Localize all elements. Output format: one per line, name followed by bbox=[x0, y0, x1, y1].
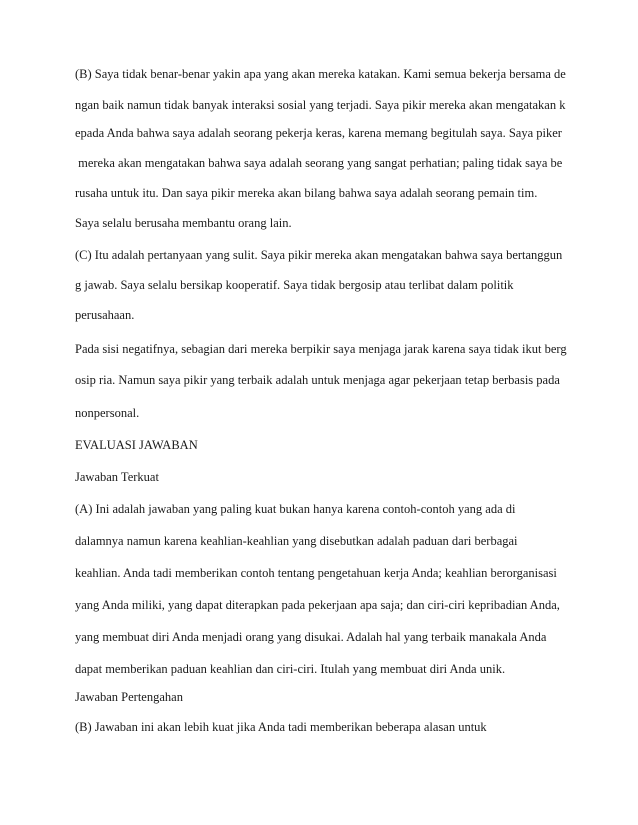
text-line: (A) Ini adalah jawaban yang paling kuat bukan hanya karena contoh-contoh yang ada di bbox=[75, 502, 516, 516]
text-line: ngan baik namun tidak banyak interaksi sosial yang terjadi. Saya pikir mereka akan mengatakan k bbox=[75, 98, 566, 112]
text-line: nonpersonal. bbox=[75, 406, 140, 420]
text-line: yang membuat diri Anda menjadi orang yang disukai. Adalah hal yang terbaik manakala Anda bbox=[75, 630, 547, 644]
subsection-heading: Jawaban Terkuat bbox=[75, 470, 159, 484]
section-heading: EVALUASI JAWABAN bbox=[75, 438, 198, 452]
text-line: Saya selalu berusaha membantu orang lain. bbox=[75, 216, 292, 230]
text-line: rusaha untuk itu. Dan saya pikir mereka akan bilang bahwa saya adalah seorang pemain tim. bbox=[75, 186, 538, 200]
text-line: perusahaan. bbox=[75, 308, 135, 322]
subsection-heading: Jawaban Pertengahan bbox=[75, 690, 183, 704]
text-line: (C) Itu adalah pertanyaan yang sulit. Saya pikir mereka akan mengatakan bahwa saya bertanggun bbox=[75, 248, 563, 262]
text-line: Pada sisi negatifnya, sebagian dari mereka berpikir saya menjaga jarak karena saya tidak ikut berg bbox=[75, 342, 567, 356]
text-line: epada Anda bahwa saya adalah seorang pekerja keras, karena memang begitulah saya. Saya piker bbox=[75, 126, 562, 140]
text-line: (B) Jawaban ini akan lebih kuat jika Anda tadi memberikan beberapa alasan untuk bbox=[75, 720, 487, 734]
text-line: (B) Saya tidak benar-benar yakin apa yang akan mereka katakan. Kami semua bekerja bersama de bbox=[75, 67, 566, 81]
text-line: keahlian. Anda tadi memberikan contoh tentang pengetahuan kerja Anda; keahlian berorganisasi bbox=[75, 566, 557, 580]
text-line: osip ria. Namun saya pikir yang terbaik adalah untuk menjaga agar pekerjaan tetap berbasis pada bbox=[75, 373, 560, 387]
text-line: dalamnya namun karena keahlian-keahlian yang disebutkan adalah paduan dari berbagai bbox=[75, 534, 518, 548]
text-line: mereka akan mengatakan bahwa saya adalah seorang yang sangat perhatian; paling tidak saya be bbox=[75, 156, 563, 170]
text-line: dapat memberikan paduan keahlian dan ciri-ciri. Itulah yang membuat diri Anda unik. bbox=[75, 662, 506, 676]
text-line: g jawab. Saya selalu bersikap kooperatif. Saya tidak bergosip atau terlibat dalam politik bbox=[75, 278, 514, 292]
text-line: yang Anda miliki, yang dapat diterapkan pada pekerjaan apa saja; dan ciri-ciri kepribadian Anda, bbox=[75, 598, 560, 612]
